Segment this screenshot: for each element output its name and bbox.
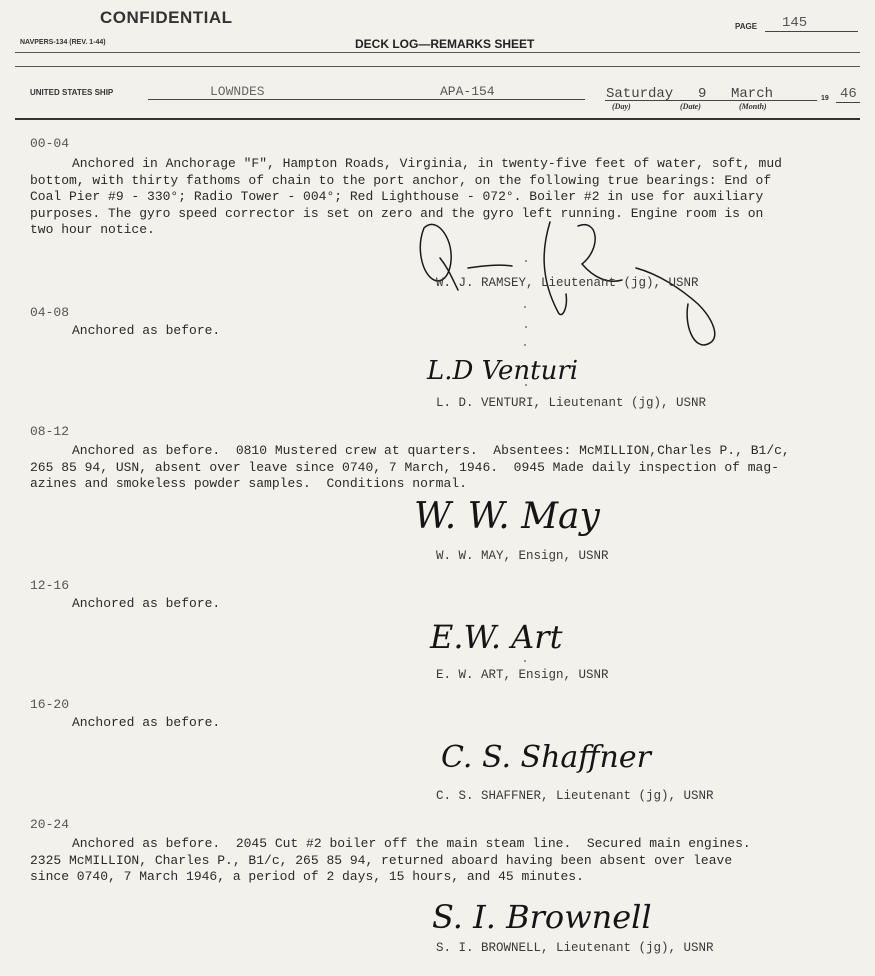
watch-label: 08-12 — [30, 424, 70, 439]
entry-line: 265 85 94, USN, absent over leave since 0740, 7 March, 1946. 0945 Made daily inspection of mag- — [30, 459, 779, 475]
form-id: NAVPERS-134 (REV. 1-44) — [20, 39, 106, 46]
header-rule-bottom — [15, 118, 860, 120]
watch-label: 20-24 — [30, 817, 70, 832]
entry-line: since 0740, 7 March 1946, a period of 2 days, 15 hours, and 45 minutes. — [30, 869, 584, 884]
entry-text — [30, 323, 845, 340]
ship-name-line — [148, 99, 430, 100]
signature-shaffner: C. S. Shaffner — [441, 740, 651, 775]
watch-label: 00-04 — [30, 136, 70, 151]
entry-line: Anchored as before. 0810 Mustered crew at quarters. Absentees: McMILLION,Charles P., B1/c, — [72, 443, 790, 458]
signature-art: E.W. Art — [430, 618, 563, 656]
page-number-line — [765, 31, 858, 32]
year-prefix: 19 — [821, 95, 829, 102]
sheet-title: DECK LOG—REMARKS SHEET — [355, 37, 535, 51]
entry-line: Anchored as before. — [72, 715, 221, 730]
date-value: 9 — [698, 86, 707, 102]
month-caption: (Month) — [739, 102, 767, 111]
year-value: 46 — [840, 86, 857, 102]
entry-line: purposes. The gyro speed corrector is set on zero and the gyro left running. Engine room is on — [30, 205, 764, 221]
entry-line: Anchored as before. — [72, 596, 221, 611]
page-label: PAGE — [735, 22, 758, 31]
entry-line: azines and smokeless powder samples. Conditions normal. — [30, 476, 467, 491]
header-rule-mid — [15, 66, 860, 67]
signature-venturi: L.D Venturi — [427, 356, 579, 386]
ship-label: UNITED STATES SHIP — [30, 88, 114, 97]
entry-line: Anchored in Anchorage "F", Hampton Roads, Virginia, in twenty-five feet of water, soft, mud — [72, 156, 782, 171]
center-guide-dot — [524, 660, 526, 662]
date-caption: (Date) — [680, 102, 701, 111]
entry-line: Anchored as before. 2045 Cut #2 boiler off the main steam line. Secured main engines. — [72, 836, 751, 851]
signer-name: C. S. SHAFFNER, Lieutenant (jg), USNR — [436, 789, 714, 803]
day-caption: (Day) — [612, 102, 631, 111]
entry-text — [30, 443, 845, 493]
signer-name: E. W. ART, Ensign, USNR — [436, 668, 609, 682]
page-number: 145 — [782, 15, 808, 31]
hull-number-line — [430, 99, 585, 100]
entry-text — [30, 715, 845, 732]
header-rule-top — [15, 52, 860, 53]
watch-label: 04-08 — [30, 305, 70, 320]
entry-line: Anchored as before. — [72, 323, 221, 338]
entry-line: Coal Pier #9 - 330°; Radio Tower - 004°; Red Lighthouse - 072°. Boiler #2 in use for auxiliary — [30, 189, 764, 204]
hull-number: APA-154 — [440, 84, 495, 99]
entry-text — [30, 596, 845, 613]
month-value: March — [731, 86, 774, 102]
signature-may: W. W. May — [414, 496, 600, 537]
classification-stamp: CONFIDENTIAL — [100, 8, 233, 27]
watch-label: 12-16 — [30, 578, 70, 593]
signature-brownell: S. I. Brownell — [432, 898, 652, 936]
entry-line: bottom, with thirty fathoms of chain to the port anchor, on the following true bearings: End of — [30, 172, 772, 188]
entry-line: 2325 McMILLION, Charles P., B1/c, 265 85 94, returned aboard having been absent over leave — [30, 852, 733, 868]
entry-text — [30, 836, 845, 886]
signer-name: L. D. VENTURI, Lieutenant (jg), USNR — [436, 396, 707, 410]
signer-name: S. I. BROWNELL, Lieutenant (jg), USNR — [436, 941, 714, 955]
year-line — [836, 102, 860, 103]
day-value: Saturday — [606, 86, 674, 102]
watch-label: 16-20 — [30, 697, 70, 712]
signer-name: W. W. MAY, Ensign, USNR — [436, 549, 609, 563]
signer-name: W. J. RAMSEY, Lieutenant (jg), USNR — [436, 276, 699, 290]
ship-name: LOWNDES — [210, 84, 265, 99]
entry-line: two hour notice. — [30, 222, 155, 237]
